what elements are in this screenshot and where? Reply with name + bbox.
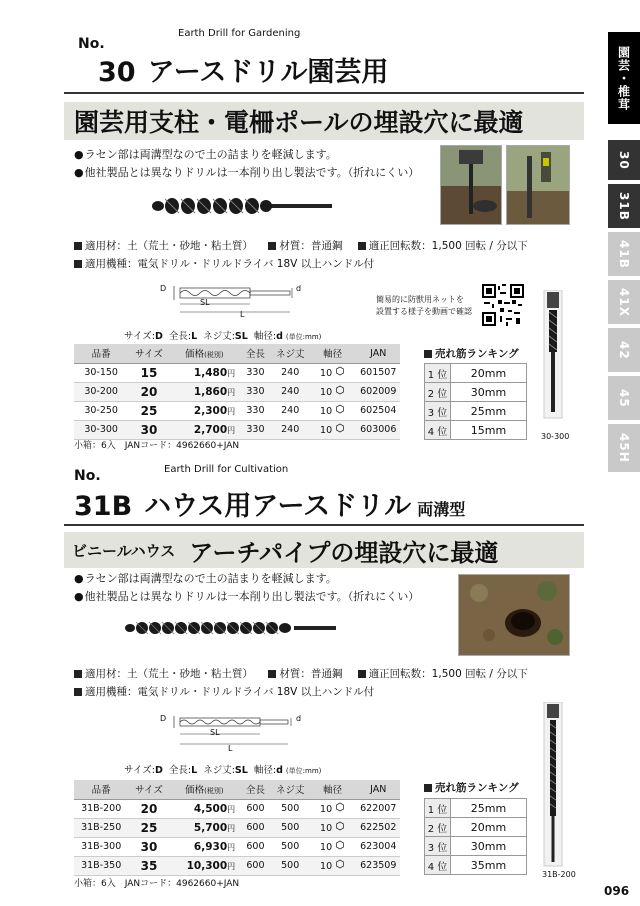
- rank-size: 35mm: [451, 856, 527, 875]
- ranking-title: [424, 780, 519, 795]
- feature-banner: [64, 102, 584, 140]
- no-label: No.: [74, 468, 101, 484]
- cell-size-value: 35: [140, 858, 158, 873]
- cell-jan-value: 603006: [360, 424, 397, 435]
- packing-note: 小箱：6入 JANコード：4962660+JAN: [74, 441, 240, 451]
- spec-machine: 適用機種：電気ドリル・ドリルドライバ 18V 以上ハンドル付: [85, 686, 375, 698]
- cell-code-value: 31B-350: [81, 860, 122, 871]
- currency-unit: 円: [227, 842, 236, 852]
- bullet-square: [424, 784, 432, 792]
- cell-screw-length-value: 500: [281, 822, 300, 833]
- ranking-table: [424, 798, 527, 875]
- size-legend: [124, 328, 321, 342]
- bullet-square: [74, 688, 82, 696]
- rank-size: 20mm: [451, 364, 527, 383]
- legend-value: d: [276, 765, 283, 776]
- tab-41x[interactable]: 41X: [608, 280, 640, 324]
- cell-length: [239, 818, 272, 837]
- rank-size: 25mm: [451, 402, 527, 421]
- legend-unit: (単位:mm): [285, 767, 322, 775]
- cell-jan: [356, 420, 400, 439]
- hex-shank-icon: [335, 425, 345, 436]
- spec-steel: 材質：普通鋼: [279, 240, 343, 252]
- divider: [64, 92, 584, 94]
- ranking-row: [425, 856, 527, 875]
- tab-45[interactable]: 45: [608, 376, 640, 420]
- col-header: JAN: [356, 344, 400, 363]
- legend-unit: (単位:mm): [285, 333, 322, 341]
- rank-position: 3 位: [425, 837, 451, 856]
- cell-jan-value: 622007: [360, 803, 397, 814]
- col-header: [170, 780, 240, 799]
- cell-axis-value: 10: [320, 823, 333, 834]
- feature-item: ● ラセン部は両溝型なので土の詰まりを軽減します。: [74, 146, 419, 164]
- spec-steel: 材質：普通鋼: [279, 668, 343, 680]
- banner-text: アーチパイプの埋設穴に最適: [189, 538, 499, 567]
- rank-size: 15mm: [451, 421, 527, 440]
- cell-code: [74, 818, 128, 837]
- legend-label: サイズ:: [124, 765, 155, 776]
- ranking-title-text: 売れ筋ランキング: [435, 782, 519, 794]
- cell-price-value: 6,930: [193, 840, 228, 853]
- cell-jan: [356, 856, 400, 875]
- cell-size-value: 20: [140, 801, 158, 816]
- cell-jan: [356, 818, 400, 837]
- english-name: Earth Drill for Cultivation: [164, 464, 289, 475]
- bullet-square: [74, 242, 82, 250]
- cell-size-value: 25: [140, 403, 158, 418]
- col-header: 品番: [74, 344, 128, 363]
- cell-size: [128, 799, 169, 818]
- cell-price-value: 1,860: [193, 385, 228, 398]
- product-table: [74, 780, 400, 876]
- col-header-note: (税別): [204, 787, 224, 796]
- cell-screw-length: [272, 837, 309, 856]
- cell-screw-length: [272, 799, 309, 818]
- dimension-diagram: [160, 280, 310, 320]
- col-header: ネジ丈: [272, 780, 309, 799]
- cell-jan: [356, 799, 400, 818]
- cell-size-value: 20: [140, 384, 158, 399]
- col-header: 品番: [74, 780, 128, 799]
- cell-length-value: 600: [246, 860, 265, 871]
- currency-unit: 円: [227, 861, 236, 871]
- legend-value: D: [154, 765, 163, 776]
- cell-jan: [356, 382, 400, 401]
- cell-length-value: 600: [246, 803, 265, 814]
- spec-machine: 適用機種：電気ドリル・ドリルドライバ 18V 以上ハンドル付: [85, 258, 375, 270]
- cell-axis: [309, 799, 357, 818]
- qr-caption-line: 簡易的に防獣用ネットを: [376, 295, 464, 304]
- cell-price: [170, 382, 240, 401]
- cell-length-value: 330: [246, 424, 265, 435]
- legend-label: ネジ丈:: [203, 331, 235, 342]
- cell-length: [239, 401, 272, 420]
- feature-list: [74, 146, 419, 182]
- auger-drill-image: [150, 196, 332, 216]
- spec-row: [74, 684, 374, 699]
- legend-value: d: [276, 331, 283, 342]
- cell-price-value: 2,700: [193, 423, 228, 436]
- table-row: [74, 818, 400, 837]
- legend-label: 軸径:: [253, 331, 277, 342]
- page-number: 096: [604, 884, 630, 898]
- rank-position: 3 位: [425, 402, 451, 421]
- dim-d-big: D: [160, 714, 167, 723]
- spec-row: [74, 666, 528, 681]
- cell-size: [128, 856, 169, 875]
- cell-code-value: 30-250: [84, 405, 118, 416]
- hex-shank-icon: [335, 804, 345, 815]
- spec-row: [74, 256, 374, 271]
- ranking-row: [425, 383, 527, 402]
- dim-sl: SL: [210, 728, 220, 737]
- cell-size-value: 25: [140, 820, 158, 835]
- cell-code: [74, 382, 128, 401]
- cell-price: [170, 401, 240, 420]
- cell-code-value: 31B-250: [81, 822, 122, 833]
- cell-screw-length-value: 500: [281, 803, 300, 814]
- bullet-square: [358, 670, 366, 678]
- currency-unit: 円: [227, 406, 236, 416]
- tube-label: 30-300: [541, 432, 570, 441]
- table-row: [74, 401, 400, 420]
- dim-d-big: D: [160, 284, 167, 293]
- size-legend: [124, 762, 321, 776]
- cell-code: [74, 837, 128, 856]
- banner-text: 園芸用支柱・電柵ポールの埋設穴に最適: [74, 108, 524, 137]
- cell-length-value: 600: [246, 822, 265, 833]
- product-title: [98, 50, 388, 89]
- photo-drilling-hole: [440, 145, 502, 225]
- cell-screw-length: [272, 856, 309, 875]
- cell-screw-length-value: 240: [281, 386, 300, 397]
- table-row: [74, 799, 400, 818]
- category-tab-strip: [608, 0, 640, 880]
- cell-jan-value: 622502: [360, 822, 397, 833]
- cell-price-value: 5,700: [193, 821, 228, 834]
- bullet-square: [74, 260, 82, 268]
- cell-screw-length: [272, 401, 309, 420]
- rank-position: 2 位: [425, 383, 451, 402]
- cell-code: [74, 363, 128, 382]
- cell-length: [239, 837, 272, 856]
- cell-axis-value: 10: [320, 406, 333, 417]
- product-name: アースドリル園芸用: [147, 57, 389, 88]
- tab-31b[interactable]: 31B: [608, 184, 640, 228]
- cell-code: [74, 420, 128, 439]
- cell-size-value: 15: [140, 365, 158, 380]
- cell-size: [128, 818, 169, 837]
- legend-label: 全長:: [168, 765, 192, 776]
- currency-unit: 円: [227, 804, 236, 814]
- product-number: 31B: [74, 491, 133, 522]
- spec-row: [74, 238, 528, 253]
- photo-hole-in-soil: [458, 574, 570, 656]
- spec-rpm: 適正回転数：1,500 回転 / 分以下: [368, 240, 528, 252]
- cell-axis: [309, 420, 357, 439]
- ranking-row: [425, 364, 527, 383]
- legend-value: SL: [234, 765, 248, 776]
- cell-axis: [309, 856, 357, 875]
- product-type: 両溝型: [417, 500, 466, 519]
- banner-lead: ビニールハウス: [72, 541, 176, 560]
- qr-caption: [376, 294, 472, 318]
- cell-size: [128, 401, 169, 420]
- hex-shank-icon: [335, 387, 345, 398]
- product-number: 30: [98, 57, 136, 88]
- dim-d-small: d: [296, 714, 302, 723]
- cell-axis-value: 10: [320, 387, 333, 398]
- spec-material: 適用材：土（荒土・砂地・粘土質）: [85, 240, 253, 252]
- col-header: サイズ: [128, 344, 169, 363]
- cell-screw-length-value: 240: [281, 367, 300, 378]
- cell-length-value: 330: [246, 386, 265, 397]
- cell-axis-value: 10: [320, 425, 333, 436]
- cell-screw-length: [272, 363, 309, 382]
- cell-price: [170, 363, 240, 382]
- tab-42[interactable]: 42: [608, 328, 640, 372]
- col-header: 軸径: [309, 344, 357, 363]
- col-header: [170, 344, 240, 363]
- photo-pole-installed: [506, 145, 570, 225]
- cell-price-value: 2,300: [193, 404, 228, 417]
- qr-code-icon[interactable]: [482, 284, 524, 326]
- rank-position: 1 位: [425, 799, 451, 818]
- cell-size: [128, 420, 169, 439]
- cell-screw-length: [272, 382, 309, 401]
- cell-price: [170, 818, 240, 837]
- col-header-text: 価格: [185, 785, 205, 797]
- cell-length: [239, 382, 272, 401]
- ranking-row: [425, 799, 527, 818]
- cell-price-value: 1,480: [193, 366, 228, 379]
- bullet-square: [268, 670, 276, 678]
- cell-jan: [356, 837, 400, 856]
- cell-screw-length: [272, 818, 309, 837]
- rank-size: 30mm: [451, 837, 527, 856]
- ranking-row: [425, 421, 527, 440]
- currency-unit: 円: [227, 368, 236, 378]
- table-row: [74, 856, 400, 875]
- auger-drill-image: [124, 620, 336, 636]
- cell-price: [170, 799, 240, 818]
- cell-length-value: 330: [246, 367, 265, 378]
- cell-jan-value: 602009: [360, 386, 397, 397]
- ranking-title: [424, 346, 519, 361]
- ranking-title-text: 売れ筋ランキング: [435, 348, 519, 360]
- rank-position: 4 位: [425, 856, 451, 875]
- col-header: サイズ: [128, 780, 169, 799]
- col-header-note: (税別): [204, 351, 224, 360]
- cell-price: [170, 837, 240, 856]
- qr-caption-line: 設置する様子を動画で確認: [376, 307, 472, 316]
- hex-shank-icon: [335, 842, 345, 853]
- product-title: [74, 484, 465, 523]
- cell-length: [239, 799, 272, 818]
- packaged-drill-image: [538, 290, 568, 430]
- legend-value: SL: [234, 331, 248, 342]
- cell-size-value: 30: [140, 839, 158, 854]
- rank-size: 25mm: [451, 799, 527, 818]
- cell-screw-length-value: 500: [281, 860, 300, 871]
- hex-shank-icon: [335, 823, 345, 834]
- feature-item: ● 他社製品とは異なりドリルは一本削り出し製法です。（折れにくい）: [74, 164, 419, 182]
- cell-screw-length-value: 240: [281, 405, 300, 416]
- cell-axis: [309, 401, 357, 420]
- cell-axis-value: 10: [320, 368, 333, 379]
- cell-screw-length: [272, 420, 309, 439]
- dim-sl: SL: [200, 298, 210, 307]
- dim-l: L: [228, 744, 233, 753]
- legend-value: D: [154, 331, 163, 342]
- cell-jan-value: 601507: [360, 367, 397, 378]
- col-header-text: 価格: [185, 349, 205, 361]
- cell-jan-value: 623004: [360, 841, 397, 852]
- legend-value: L: [191, 765, 198, 776]
- legend-label: サイズ:: [124, 331, 155, 342]
- cell-code-value: 31B-300: [81, 841, 122, 852]
- feature-list: [74, 570, 419, 606]
- product-table: [74, 344, 400, 440]
- dimension-diagram: [160, 708, 310, 754]
- divider: [64, 524, 584, 526]
- legend-label: ネジ丈:: [203, 765, 235, 776]
- rank-position: 2 位: [425, 818, 451, 837]
- cell-price-value: 10,300: [186, 859, 228, 872]
- cell-axis: [309, 382, 357, 401]
- cell-axis-value: 10: [320, 842, 333, 853]
- cell-length: [239, 363, 272, 382]
- cell-code-value: 31B-200: [81, 803, 122, 814]
- cell-code: [74, 401, 128, 420]
- currency-unit: 円: [227, 823, 236, 833]
- currency-unit: 円: [227, 387, 236, 397]
- hex-shank-icon: [335, 368, 345, 379]
- ranking-row: [425, 818, 527, 837]
- spec-material: 適用材：土（荒土・砂地・粘土質）: [85, 668, 253, 680]
- cell-code: [74, 799, 128, 818]
- english-name: Earth Drill for Gardening: [178, 28, 301, 39]
- col-header: 全長: [239, 344, 272, 363]
- cell-jan-value: 623509: [360, 860, 397, 871]
- cell-length: [239, 856, 272, 875]
- cell-code-value: 30-150: [84, 367, 118, 378]
- tab-45h[interactable]: 45H: [608, 424, 640, 472]
- rank-position: 4 位: [425, 421, 451, 440]
- table-row: [74, 837, 400, 856]
- dim-l: L: [240, 310, 245, 319]
- rank-position: 1 位: [425, 364, 451, 383]
- table-row: [74, 382, 400, 401]
- cell-size-value: 30: [140, 422, 158, 437]
- packaged-drill-image: [538, 702, 568, 868]
- cell-size: [128, 382, 169, 401]
- cell-screw-length-value: 500: [281, 841, 300, 852]
- cell-axis: [309, 363, 357, 382]
- currency-unit: 円: [227, 425, 236, 435]
- cell-axis-value: 10: [320, 804, 333, 815]
- cell-jan-value: 602504: [360, 405, 397, 416]
- bullet-square: [74, 670, 82, 678]
- packing-note: 小箱：6入 JANコード：4962660+JAN: [74, 879, 240, 889]
- feature-item: ● 他社製品とは異なりドリルは一本削り出し製法です。（折れにくい）: [74, 588, 419, 606]
- cell-code-value: 30-300: [84, 424, 118, 435]
- tab-30[interactable]: 30: [608, 140, 640, 180]
- col-header: 全長: [239, 780, 272, 799]
- cell-size: [128, 363, 169, 382]
- col-header: JAN: [356, 780, 400, 799]
- cell-price: [170, 420, 240, 439]
- hex-shank-icon: [335, 406, 345, 417]
- cell-jan: [356, 401, 400, 420]
- tube-label: 31B-200: [542, 870, 576, 879]
- rank-size: 30mm: [451, 383, 527, 402]
- tab-41b[interactable]: 41B: [608, 232, 640, 276]
- bullet-square: [268, 242, 276, 250]
- tab-category-gardening[interactable]: 園芸・椎茸: [608, 32, 640, 124]
- cell-axis: [309, 818, 357, 837]
- ranking-table: [424, 363, 527, 440]
- cell-axis-value: 10: [320, 861, 333, 872]
- cell-axis: [309, 837, 357, 856]
- product-name: ハウス用アースドリル: [144, 491, 412, 522]
- spec-rpm: 適正回転数：1,500 回転 / 分以下: [368, 668, 528, 680]
- dim-d-small: d: [296, 284, 302, 293]
- table-row: [74, 363, 400, 382]
- cell-length-value: 330: [246, 405, 265, 416]
- feature-item: ● ラセン部は両溝型なので土の詰まりを軽減します。: [74, 570, 419, 588]
- bullet-square: [358, 242, 366, 250]
- legend-label: 軸径:: [253, 765, 277, 776]
- cell-code: [74, 856, 128, 875]
- col-header: 軸径: [309, 780, 357, 799]
- cell-length: [239, 420, 272, 439]
- cell-code-value: 30-200: [84, 386, 118, 397]
- cell-jan: [356, 363, 400, 382]
- rank-size: 20mm: [451, 818, 527, 837]
- cell-length-value: 600: [246, 841, 265, 852]
- ranking-row: [425, 837, 527, 856]
- hex-shank-icon: [335, 861, 345, 872]
- no-label: No.: [78, 36, 105, 52]
- legend-label: 全長:: [168, 331, 192, 342]
- cell-price: [170, 856, 240, 875]
- bullet-square: [424, 350, 432, 358]
- col-header: ネジ丈: [272, 344, 309, 363]
- cell-screw-length-value: 240: [281, 424, 300, 435]
- cell-size: [128, 837, 169, 856]
- table-row: [74, 420, 400, 439]
- cell-price-value: 4,500: [193, 802, 228, 815]
- legend-value: L: [191, 331, 198, 342]
- feature-banner: [64, 532, 584, 568]
- ranking-row: [425, 402, 527, 421]
